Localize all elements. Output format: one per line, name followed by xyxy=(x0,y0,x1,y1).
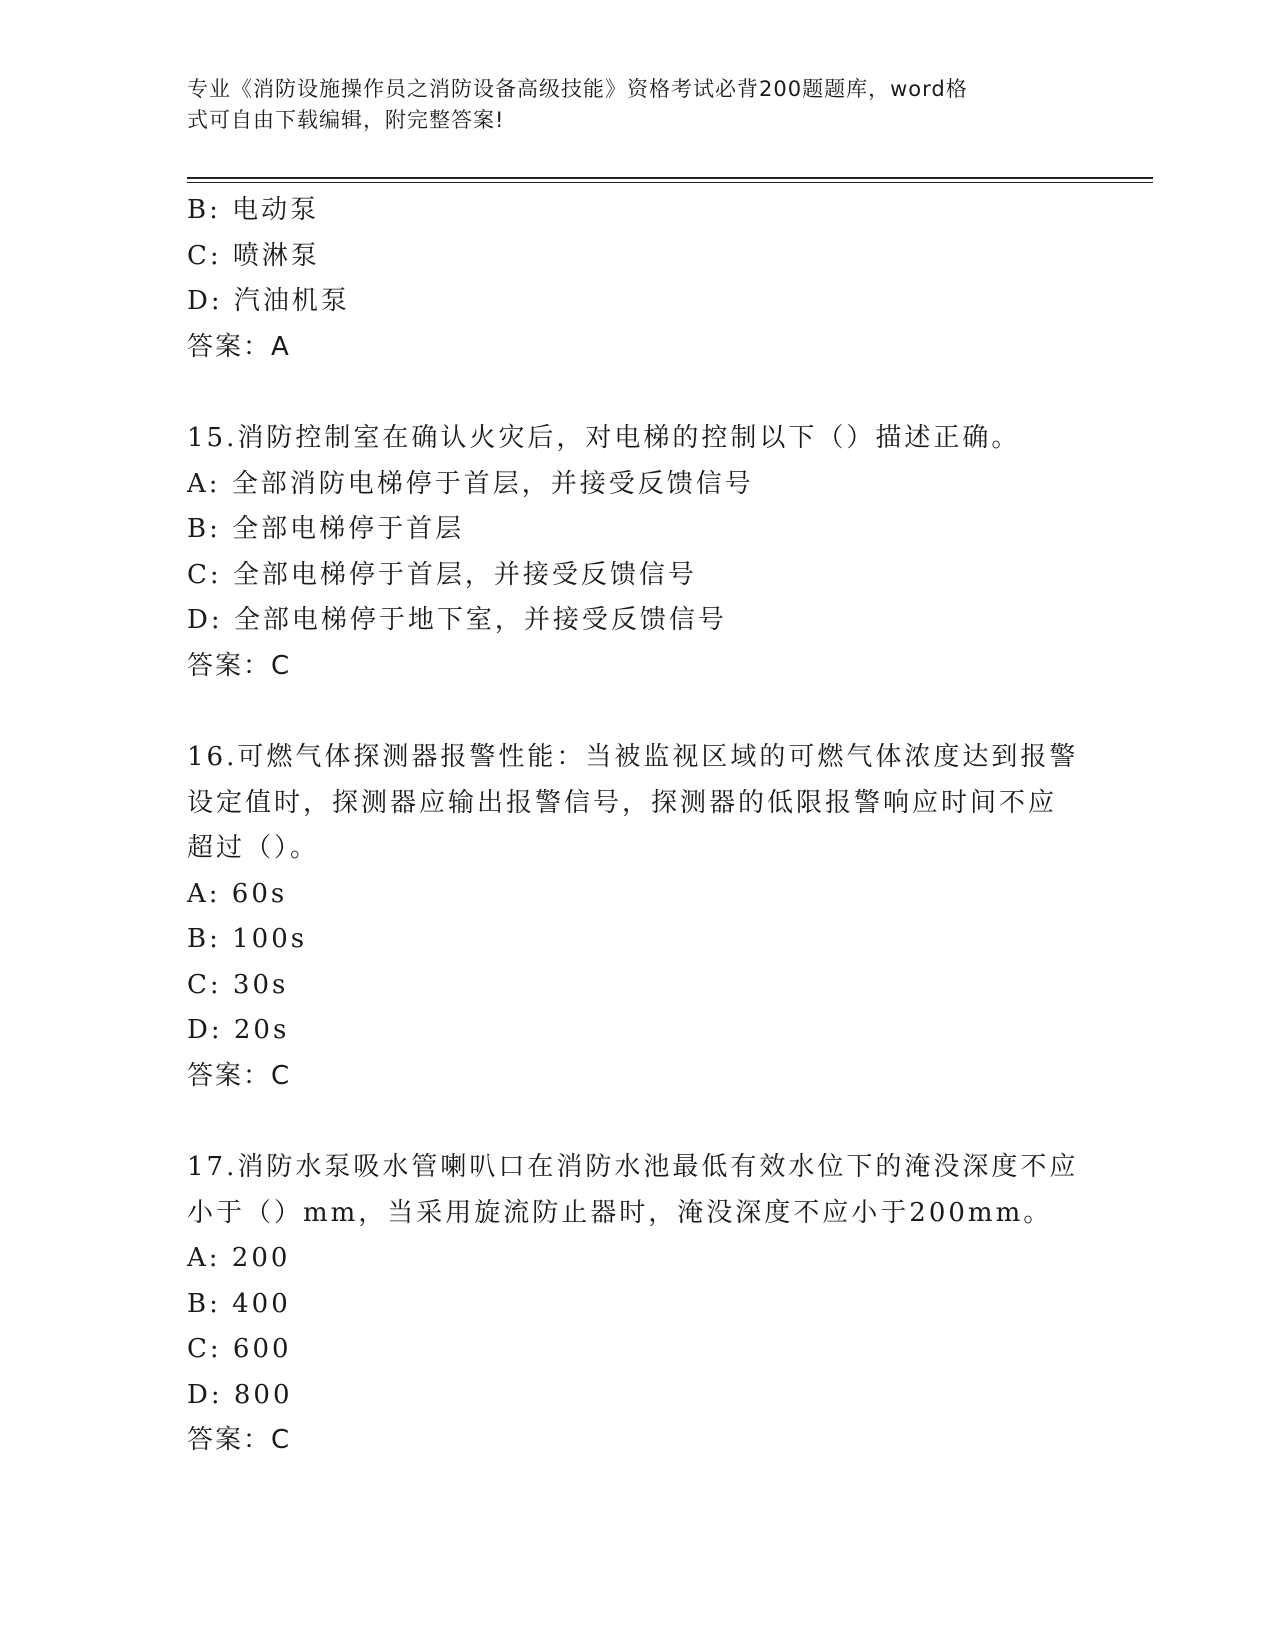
option-d: D: 全部电梯停于地下室，并接受反馈信号 xyxy=(187,605,727,635)
header-divider-thin xyxy=(187,182,1153,183)
option-b: B: 全部电梯停于首层 xyxy=(187,514,465,544)
option-d: D: 汽油机泵 xyxy=(187,286,350,316)
question-text-line-2: 小于（）mm，当采用旋流防止器时，淹没深度不应小于200mm。 xyxy=(187,1197,1053,1228)
option-c: C: 30s xyxy=(187,969,289,1000)
question-text-line-1: 16.可燃气体探测器报警性能：当被监视区域的可燃气体浓度达到报警 xyxy=(187,742,1079,772)
option-c: C: 喷淋泵 xyxy=(187,240,320,271)
header-line-2: 式可自由下载编辑，附完整答案! xyxy=(187,108,505,132)
answer-label: 答案：A xyxy=(187,331,291,362)
option-d: D: 20s xyxy=(187,1015,290,1045)
option-d: D: 800 xyxy=(187,1379,293,1410)
option-a: A: 60s xyxy=(187,878,288,909)
carry-over-block xyxy=(187,188,1087,370)
option-b: B: 电动泵 xyxy=(187,195,320,225)
question-text-line-2: 设定值时，探测器应输出报警信号，探测器的低限报警响应时间不应 xyxy=(187,787,1058,818)
answer-label: 答案：C xyxy=(187,1425,292,1455)
question-15 xyxy=(187,416,1087,689)
option-b: B: 400 xyxy=(187,1288,291,1319)
question-17 xyxy=(187,1145,1087,1464)
option-a: A: 全部消防电梯停于首层，并接受反馈信号 xyxy=(187,468,754,499)
question-text-line-3: 超过（）。 xyxy=(187,833,320,863)
page-header xyxy=(187,74,1067,136)
question-16 xyxy=(187,735,1087,1099)
option-c: C: 600 xyxy=(187,1334,292,1364)
header-divider-thick xyxy=(187,177,1153,179)
question-text-line-1: 17.消防水泵吸水管喇叭口在消防水池最低有效水位下的淹没深度不应 xyxy=(187,1152,1079,1182)
option-b: B: 100s xyxy=(187,924,308,954)
question-list xyxy=(187,188,1087,1464)
header-line-1: 专业《消防设施操作员之消防设备高级技能》资格考试必背200题题库，word格 xyxy=(187,77,968,101)
option-c: C: 全部电梯停于首层，并接受反馈信号 xyxy=(187,559,697,590)
answer-label: 答案：C xyxy=(187,1060,292,1091)
option-a: A: 200 xyxy=(187,1243,291,1273)
question-text: 15.消防控制室在确认火灾后，对电梯的控制以下（）描述正确。 xyxy=(187,423,1021,453)
answer-label: 答案：C xyxy=(187,650,292,681)
